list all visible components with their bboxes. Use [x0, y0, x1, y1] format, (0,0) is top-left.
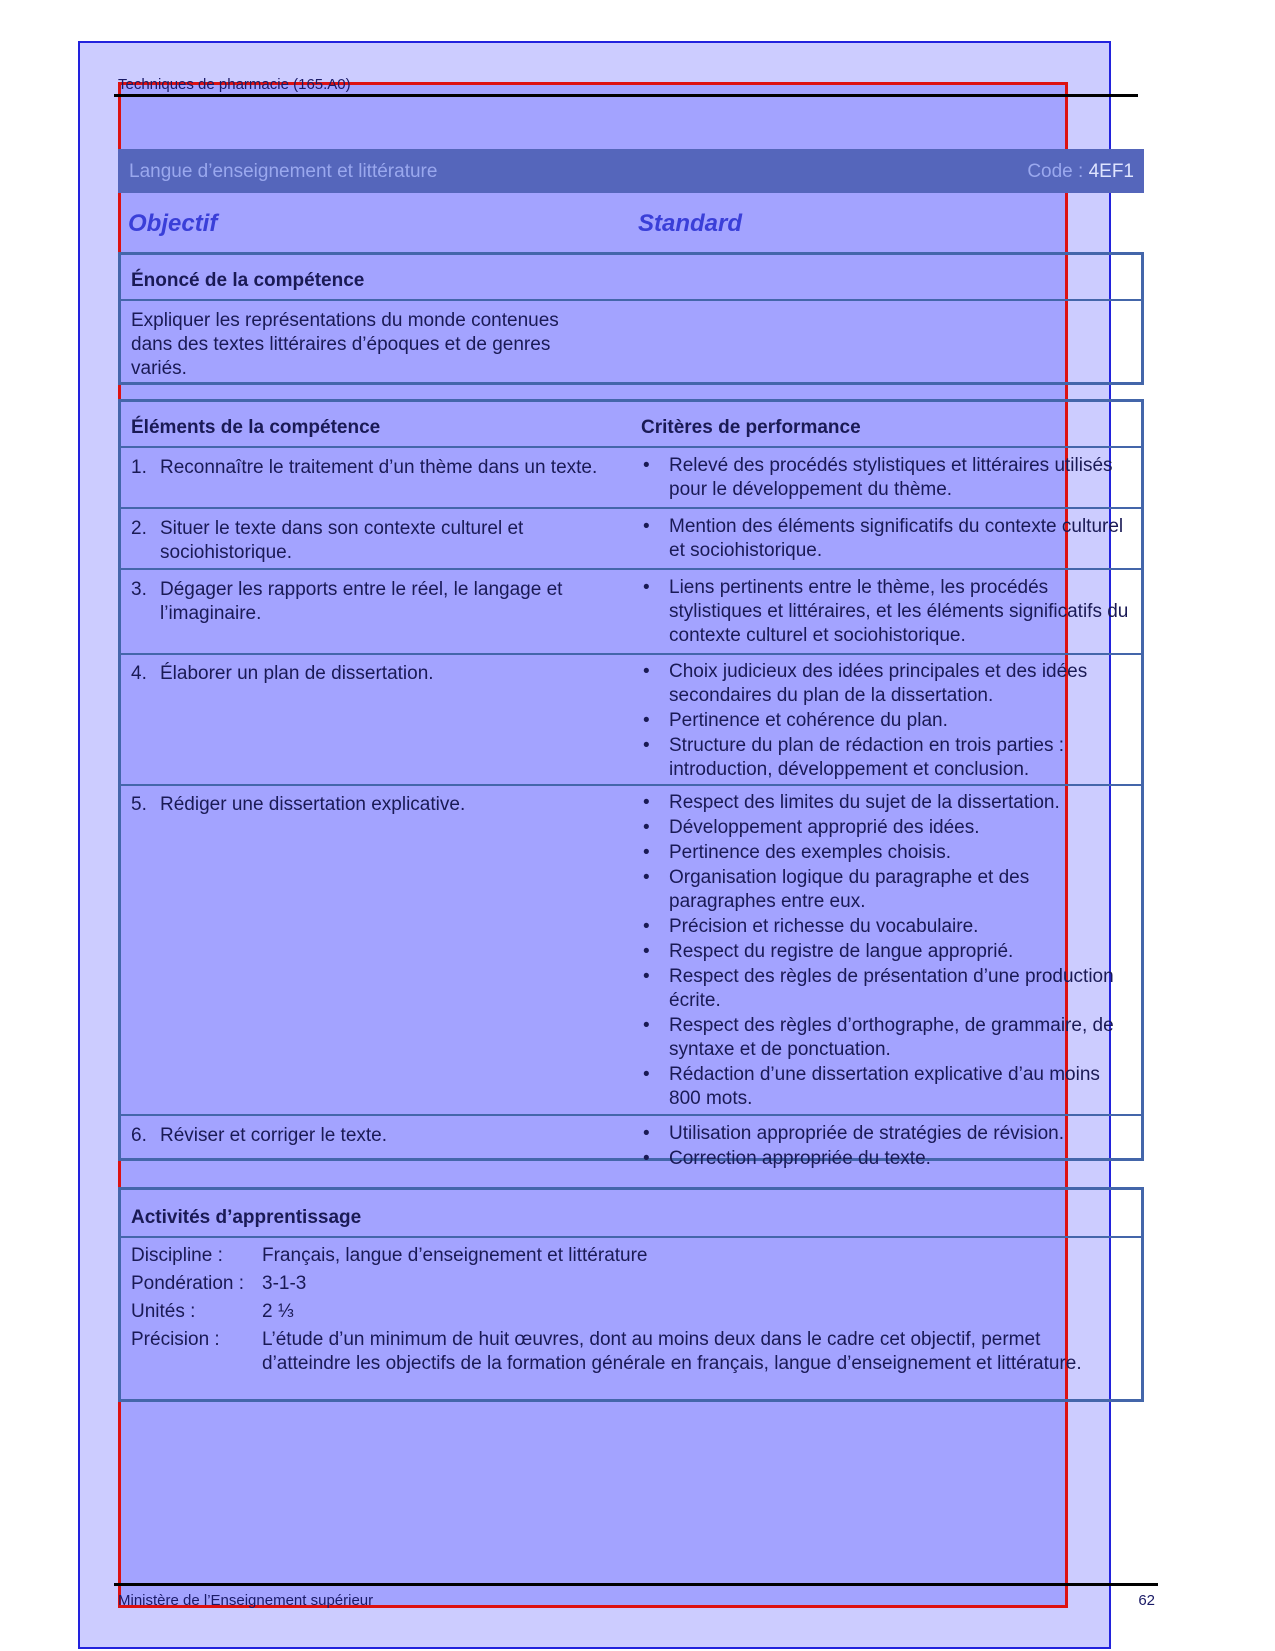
- bullet-icon: •: [643, 1123, 650, 1144]
- course-code: [1027, 161, 1134, 183]
- enonce-box: [118, 252, 1144, 385]
- page-number: 62: [1138, 1592, 1155, 1609]
- bullet-icon: •: [643, 916, 650, 937]
- bullet-icon: •: [643, 842, 650, 863]
- course-title-bar: [118, 149, 1144, 193]
- element-number: 4.: [131, 663, 147, 684]
- element-text: Réviser et corriger le texte.: [160, 1125, 388, 1146]
- ministry-footer: Ministère de l’Enseignement supérieur: [118, 1592, 374, 1609]
- bullet-icon: •: [643, 792, 650, 813]
- divider: [121, 507, 1141, 509]
- element-text: Élaborer un plan de dissertation.: [160, 663, 434, 684]
- divider: [121, 568, 1141, 570]
- criterion-item: • Respect des limites du sujet de la dissertation.: [643, 792, 1060, 813]
- activites-box: [118, 1187, 1144, 1402]
- element-number: 2.: [131, 518, 147, 539]
- divider: [121, 1236, 1141, 1238]
- objectif-heading: Objectif: [128, 210, 218, 237]
- bullet-icon: •: [643, 817, 650, 838]
- ponderation-value: 3-1-3: [262, 1273, 307, 1294]
- criterion-item: • Choix judicieux des idées principales et des idées secondaires du plan de la dissertation.: [643, 661, 1088, 706]
- criteria-heading: Critères de performance: [641, 417, 861, 438]
- standard-heading: Standard: [638, 210, 743, 237]
- code-value: 4EF1: [1088, 161, 1134, 182]
- course-title: Langue d’enseignement et littérature: [129, 161, 438, 182]
- criterion-item: • Utilisation appropriée de stratégies de révision.: [643, 1123, 1064, 1144]
- bullet-icon: •: [643, 735, 650, 756]
- criteria-list-4: [641, 660, 1136, 783]
- criterion-item: • Pertinence des exemples choisis.: [643, 842, 951, 863]
- bullet-icon: •: [643, 661, 650, 682]
- bullet-icon: •: [643, 867, 650, 888]
- criteria-list-1: [641, 454, 1136, 503]
- criterion-item: • Liens pertinents entre le thème, les procédés stylistiques et littéraires, et les éléments significatifs du contexte culturel et sociohistorique.: [643, 577, 1129, 646]
- discipline-value: Français, langue d’enseignement et littérature: [262, 1245, 648, 1266]
- divider: [121, 299, 1141, 301]
- criteria-list-6: [641, 1122, 1136, 1172]
- ponderation-label: Pondération :: [131, 1273, 245, 1294]
- program-header: Techniques de pharmacie (165.A0): [118, 76, 351, 93]
- unites-label: Unités :: [131, 1301, 196, 1322]
- criterion-item: • Relevé des procédés stylistiques et littéraires utilisés pour le développement du thème.: [643, 455, 1113, 500]
- element-number: 3.: [131, 579, 147, 600]
- criteria-list-2: [641, 515, 1136, 564]
- divider: [121, 784, 1141, 786]
- criterion-item: • Respect du registre de langue approprié.: [643, 941, 1014, 962]
- criterion-item: • Mention des éléments significatifs du contexte culturel et sociohistorique.: [643, 516, 1124, 561]
- enonce-text: Expliquer les représentations du monde contenues dans des textes littéraires d’époques et de genres variés.: [131, 310, 559, 379]
- elements-heading: Éléments de la compétence: [131, 417, 381, 438]
- criteria-list-5: [641, 791, 1136, 1112]
- criterion-item: • Organisation logique du paragraphe et des paragraphes entre eux.: [643, 867, 1030, 912]
- element-text: Reconnaître le traitement d’un thème dans un texte.: [160, 457, 598, 478]
- element-text: Dégager les rapports entre le réel, le langage et l’imaginaire.: [160, 579, 563, 624]
- bullet-icon: •: [643, 1015, 650, 1036]
- element-number: 5.: [131, 794, 147, 815]
- bullet-icon: •: [643, 710, 650, 731]
- footer-rule: [114, 1583, 1158, 1586]
- criterion-item: • Correction appropriée du texte.: [643, 1148, 931, 1169]
- element-number: 1.: [131, 457, 147, 478]
- precision-label: Précision :: [131, 1329, 220, 1350]
- criteria-list-3: [641, 576, 1136, 649]
- bullet-icon: •: [643, 966, 650, 987]
- enonce-heading: Énoncé de la compétence: [131, 270, 365, 291]
- criterion-item: • Pertinence et cohérence du plan.: [643, 710, 948, 731]
- criterion-item: • Précision et richesse du vocabulaire.: [643, 916, 979, 937]
- criterion-item: • Structure du plan de rédaction en trois parties : introduction, développement et conclusion.: [643, 735, 1065, 780]
- precision-value: L’étude d’un minimum de huit œuvres, dont au moins deux dans le cadre cet objectif, permet d’atteindre les objectifs de la formation générale en français, langue d’enseignement et littérature.: [262, 1329, 1082, 1374]
- bullet-icon: •: [643, 455, 650, 476]
- element-text: Rédiger une dissertation explicative.: [160, 794, 466, 815]
- element-text: Situer le texte dans son contexte culturel et sociohistorique.: [160, 518, 524, 563]
- bullet-icon: •: [643, 941, 650, 962]
- activites-heading: Activités d’apprentissage: [131, 1207, 362, 1228]
- bullet-icon: •: [643, 1148, 650, 1169]
- criterion-item: • Développement approprié des idées.: [643, 817, 980, 838]
- code-label: Code :: [1027, 161, 1084, 182]
- criterion-item: • Rédaction d’une dissertation explicative d’au moins 800 mots.: [643, 1064, 1100, 1109]
- unites-value: 2 ⅓: [262, 1301, 294, 1322]
- divider: [121, 446, 1141, 448]
- elements-box: [118, 399, 1144, 1169]
- header-rule: [114, 94, 1138, 97]
- bullet-icon: •: [643, 577, 650, 598]
- criterion-item: • Respect des règles de présentation d’une production écrite.: [643, 966, 1114, 1011]
- element-number: 6.: [131, 1125, 147, 1146]
- bullet-icon: •: [643, 516, 650, 537]
- divider: [121, 1114, 1141, 1116]
- divider: [121, 653, 1141, 655]
- bullet-icon: •: [643, 1064, 650, 1085]
- discipline-label: Discipline :: [131, 1245, 223, 1266]
- criterion-item: • Respect des règles d’orthographe, de grammaire, de syntaxe et de ponctuation.: [643, 1015, 1114, 1060]
